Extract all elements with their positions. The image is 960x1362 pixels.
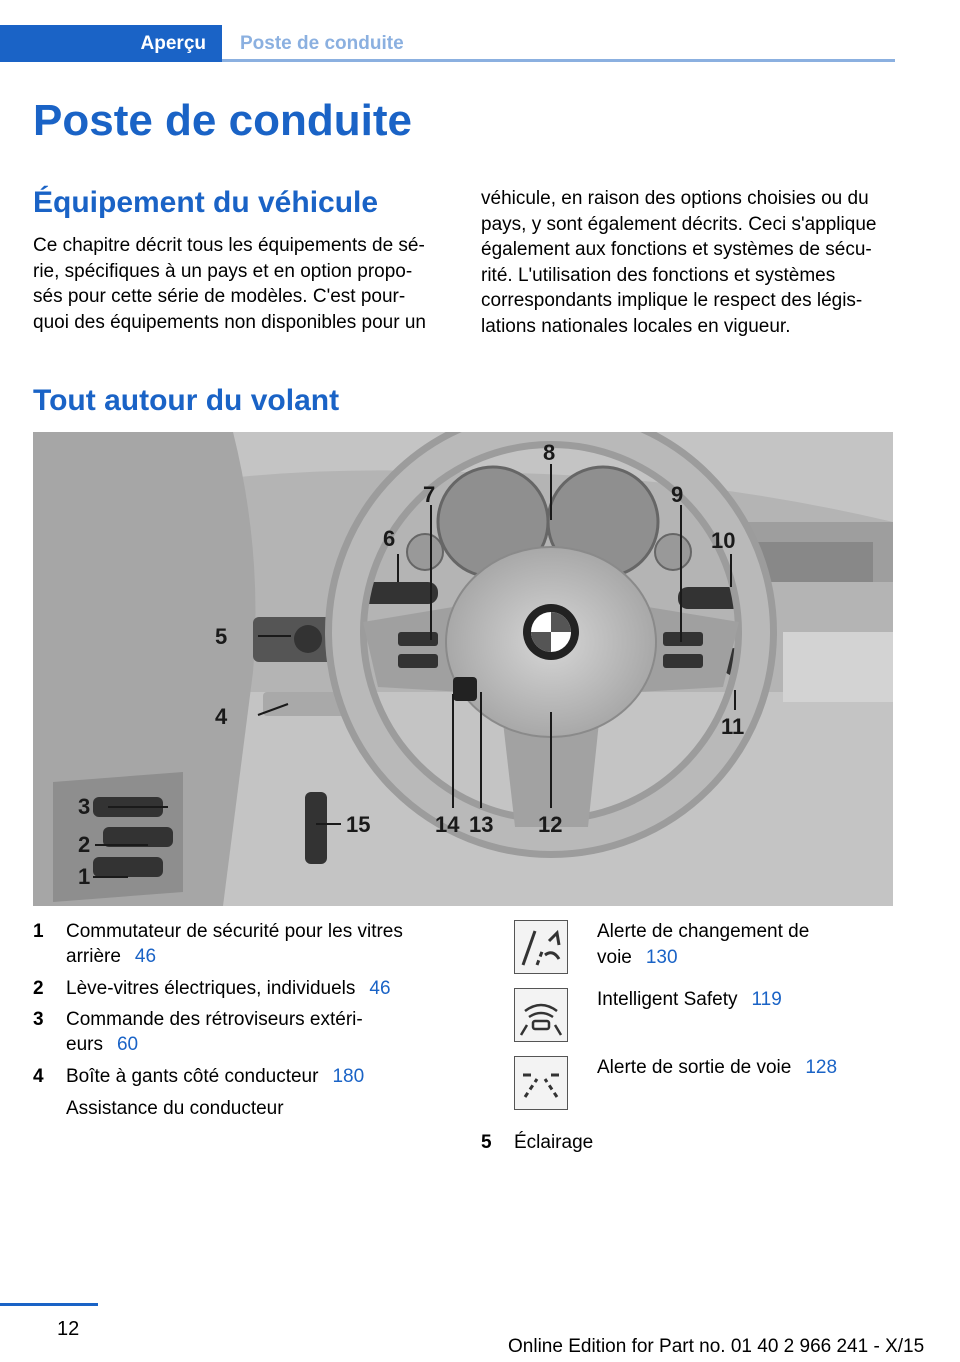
- intro-column-2: [481, 186, 901, 339]
- cockpit-illustration: [33, 432, 893, 906]
- page-number: 12: [57, 1318, 80, 1340]
- intro-line: sés pour cette série de modèles. C'est pour‐: [33, 286, 406, 307]
- footer-rule: [0, 1303, 98, 1306]
- item-text-line: voie: [597, 946, 632, 968]
- page-ref-link[interactable]: 119: [751, 989, 782, 1010]
- item-text: [66, 944, 156, 970]
- page-title: Poste de conduite: [33, 96, 412, 145]
- callout-7: 7: [423, 482, 436, 507]
- cockpit-figure: [33, 432, 893, 906]
- callout-3: 3: [78, 794, 91, 819]
- item-text: Commutateur de sécurité pour les vitres: [66, 921, 403, 942]
- callout-4: 4: [215, 704, 228, 729]
- intro-line: quoi des équipements non disponibles pour un: [33, 311, 426, 333]
- item-text-line: Boîte à gants côté conducteur: [66, 1066, 319, 1087]
- item-number: 1: [33, 921, 44, 942]
- item-text: [66, 1032, 138, 1058]
- intro-line: lations nationales locales en vigueur.: [481, 315, 791, 337]
- intro-line: rie, spécifiques à un pays et en option propo‐: [33, 260, 413, 282]
- item-text: [597, 919, 809, 970]
- item-text: Éclairage: [514, 1132, 594, 1153]
- item-number: 2: [33, 978, 44, 999]
- footer-edition: Online Edition for Part no. 01 40 2 966 241 - X/15: [508, 1336, 925, 1357]
- section-title-equipment: Équipement du véhicule: [33, 186, 379, 219]
- item-text-line: Alerte de sortie de voie: [597, 1057, 792, 1078]
- item-text-line: Intelligent Safety: [597, 989, 738, 1010]
- intro-line: correspondants implique le respect des légis‐: [481, 290, 863, 311]
- intro-line: véhicule, en raison des options choisies ou du: [481, 188, 869, 209]
- list-item: [481, 1130, 881, 1160]
- page-ref-link[interactable]: 130: [645, 946, 678, 968]
- page-ref-link[interactable]: 128: [805, 1057, 838, 1078]
- callout-6: 6: [383, 526, 396, 551]
- tab-apercu[interactable]: Aperçu: [0, 25, 222, 62]
- callout-14: 14: [435, 812, 460, 837]
- section-title-steering-wheel: Tout autour du volant: [33, 384, 340, 417]
- item-text: Commande des rétroviseurs extéri‐: [66, 1009, 363, 1030]
- lane-departure-warning-icon: [514, 1056, 568, 1110]
- page-ref-link[interactable]: 180: [332, 1066, 365, 1087]
- item-text: [597, 1055, 837, 1081]
- item-number: 5: [481, 1132, 492, 1153]
- callout-13: 13: [469, 812, 494, 837]
- intro-column-1: [33, 233, 453, 335]
- intro-line: Ce chapitre décrit tous les équipements de sé‐: [33, 235, 425, 256]
- callout-15: 15: [346, 812, 371, 837]
- intro-line: également aux fonctions et systèmes de sécu‐: [481, 239, 872, 260]
- intelligent-safety-icon: [514, 988, 568, 1042]
- callout-10: 10: [711, 528, 736, 553]
- tab-underline: [222, 59, 895, 62]
- lane-change-warning-icon: [514, 920, 568, 974]
- intro-line: pays, y sont également décrits. Ceci s'applique: [481, 213, 877, 235]
- intro-line: rité. L'utilisation des fonctions et systèmes: [481, 264, 836, 286]
- legend-list-left: [33, 919, 463, 1139]
- item-text: [66, 1064, 364, 1090]
- item-text-line: Lève-vitres électriques, individuels: [66, 978, 356, 999]
- item-text: [597, 987, 782, 1013]
- page-ref-link[interactable]: 60: [116, 1034, 139, 1055]
- callout-8: 8: [543, 440, 556, 465]
- item-text-line: Alerte de changement de: [597, 921, 810, 942]
- callout-11: 11: [721, 714, 745, 739]
- page-ref-link[interactable]: 46: [134, 946, 157, 967]
- item-number: 3: [33, 1009, 44, 1030]
- item-text: [66, 976, 391, 1002]
- tab-poste-de-conduite[interactable]: Poste de conduite: [240, 33, 404, 54]
- item-number: 4: [33, 1066, 44, 1087]
- callout-5: 5: [215, 624, 228, 649]
- item-text-line: eurs: [66, 1034, 103, 1055]
- callout-2: 2: [78, 832, 91, 857]
- callout-1: 1: [78, 864, 91, 889]
- item-text: Assistance du conducteur: [66, 1098, 284, 1119]
- page-ref-link[interactable]: 46: [369, 978, 391, 999]
- header-tabbar: [0, 25, 895, 62]
- callout-12: 12: [538, 812, 563, 837]
- callout-9: 9: [671, 482, 684, 507]
- item-text-line: arrière: [66, 946, 121, 967]
